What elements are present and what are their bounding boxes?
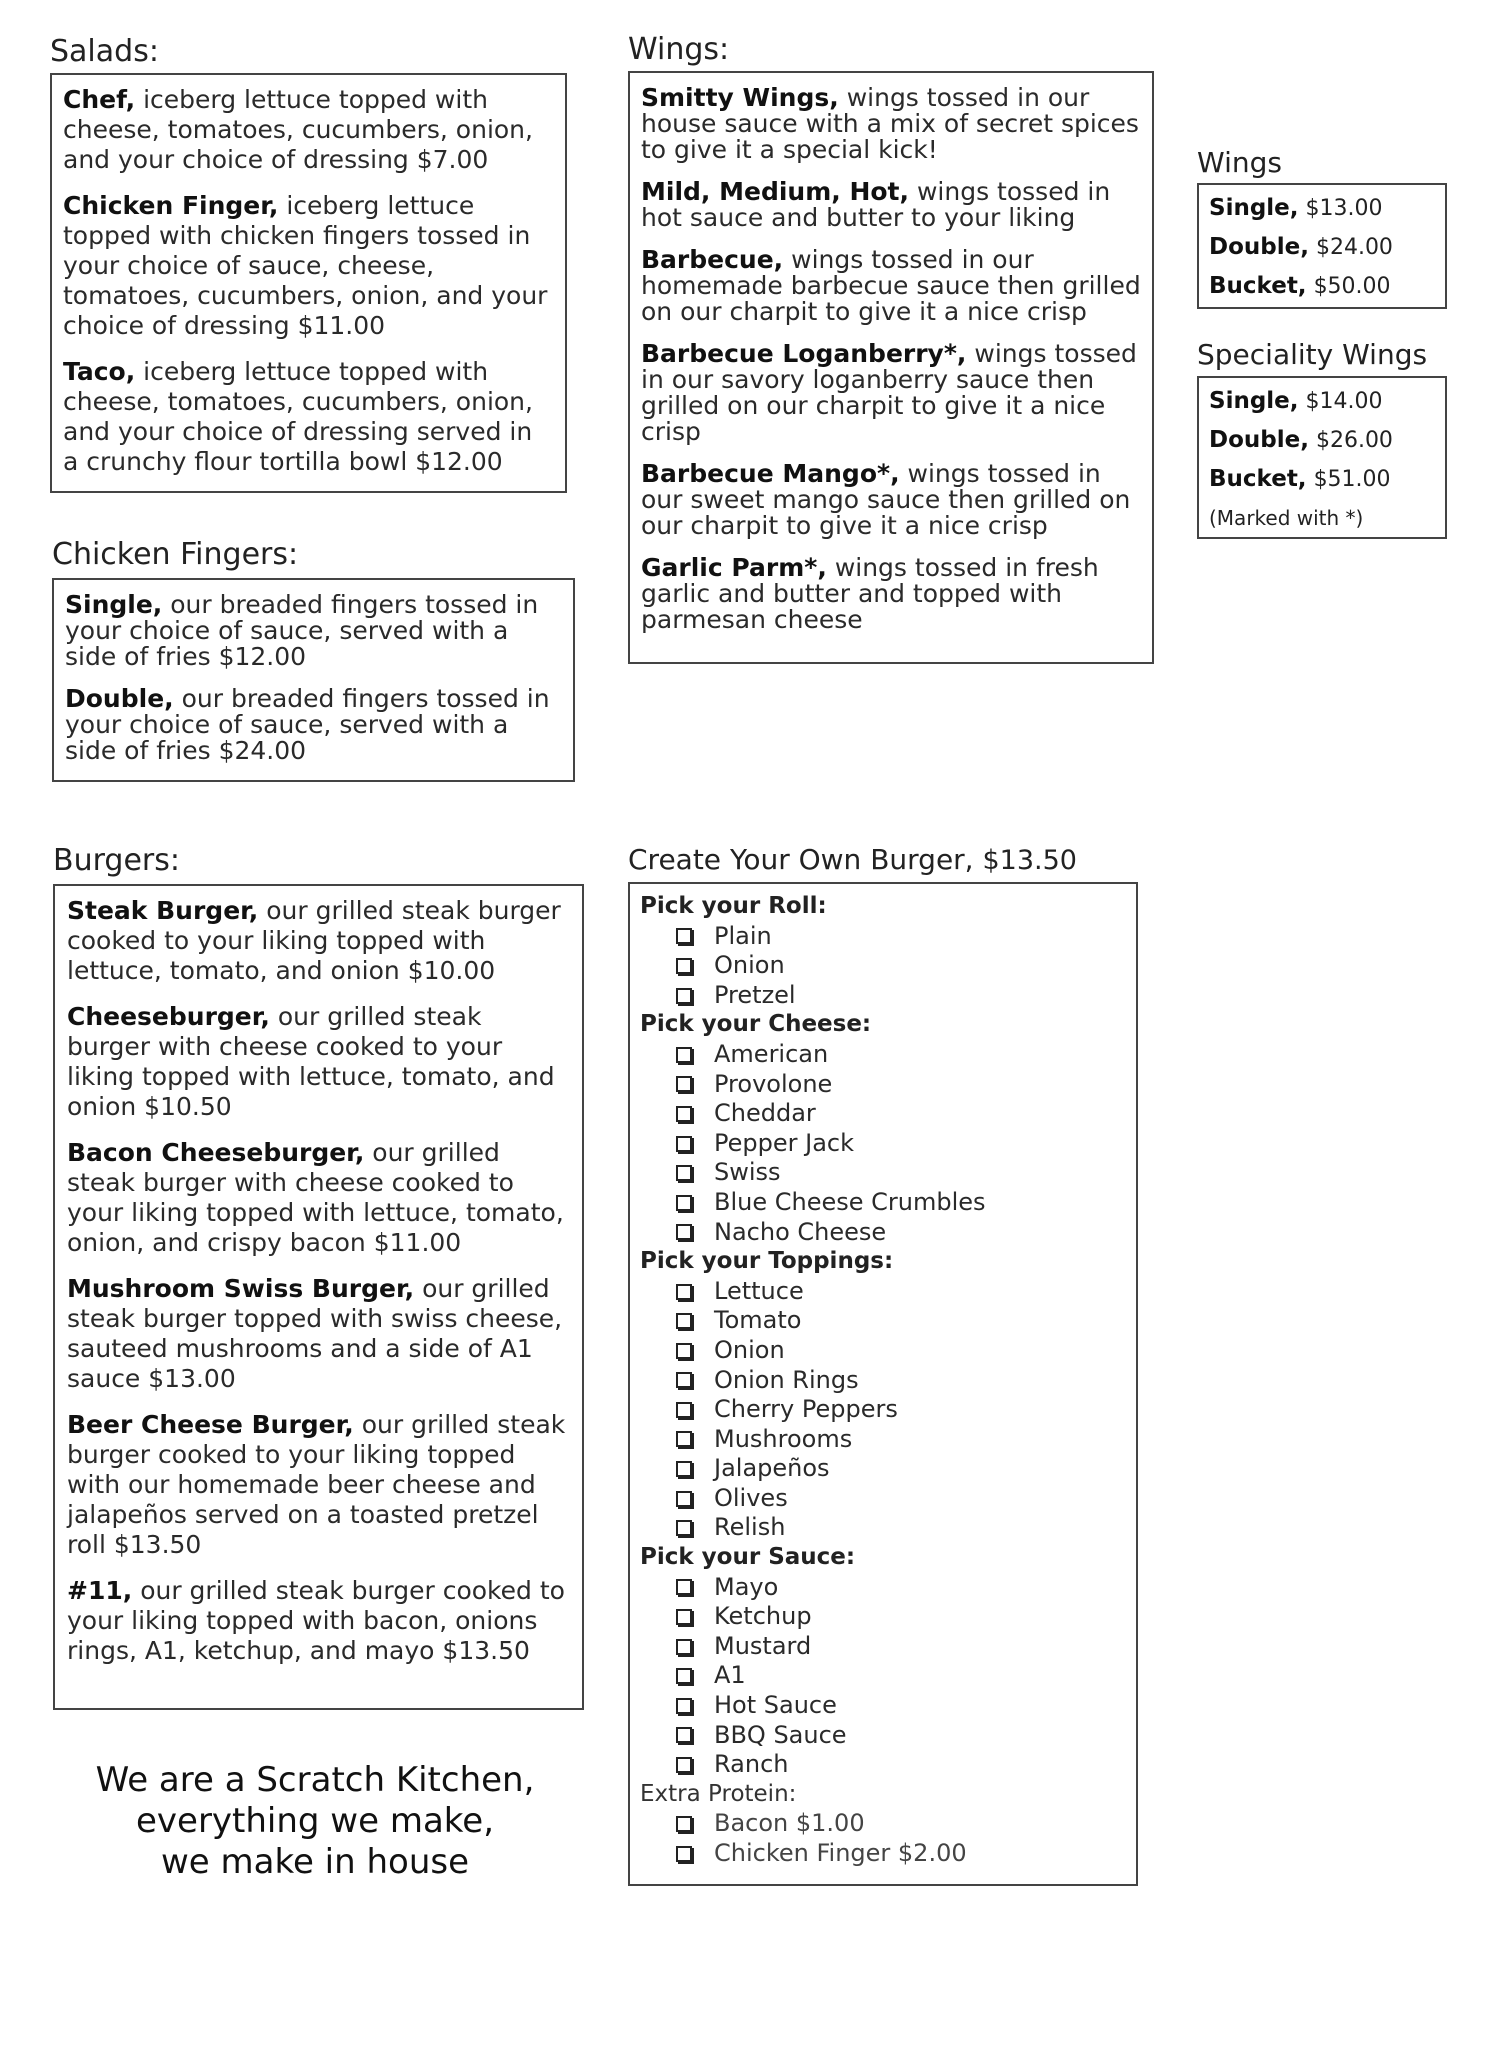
menu-item bbox=[641, 85, 1142, 163]
item-description: our grilled steak burger cooked to your liking topped with lettuce, tomato, and onion $10.00 bbox=[67, 896, 561, 985]
option-item[interactable] bbox=[676, 1661, 1126, 1691]
option-item[interactable] bbox=[676, 1721, 1126, 1751]
option-item[interactable] bbox=[676, 1750, 1126, 1780]
option-item[interactable] bbox=[676, 1188, 1126, 1218]
option-item[interactable] bbox=[676, 1395, 1126, 1425]
group-title: Pick your Roll: bbox=[640, 893, 827, 919]
menu-item bbox=[67, 896, 572, 986]
option-label: Provolone bbox=[714, 1069, 833, 1098]
burgers-box bbox=[53, 884, 584, 1710]
tagline-line: We are a Scratch Kitchen, bbox=[95, 1760, 535, 1800]
salads-box bbox=[50, 73, 567, 493]
option-label: Mayo bbox=[714, 1572, 779, 1601]
price-row bbox=[1209, 271, 1437, 302]
menu-item bbox=[641, 341, 1142, 445]
checkbox-icon[interactable] bbox=[676, 1076, 692, 1092]
item-description: wings tossed in our savory loganberry sauce then grilled on our charpit to give it a nice crisp bbox=[641, 339, 1137, 446]
price-value: $13.00 bbox=[1305, 196, 1383, 221]
option-item[interactable] bbox=[676, 1632, 1126, 1662]
checkbox-icon[interactable] bbox=[676, 1431, 692, 1447]
option-label: BBQ Sauce bbox=[714, 1720, 847, 1749]
chicken-fingers-box bbox=[52, 578, 575, 782]
option-item[interactable] bbox=[676, 1691, 1126, 1721]
create-burger-box bbox=[628, 882, 1138, 1886]
option-item[interactable] bbox=[676, 1218, 1126, 1248]
option-item[interactable] bbox=[676, 1366, 1126, 1396]
price-label: Bucket, bbox=[1209, 273, 1307, 299]
item-name: Garlic Parm*, bbox=[641, 553, 827, 582]
option-group-protein bbox=[640, 1780, 1126, 1869]
burgers-heading: Burgers: bbox=[53, 843, 180, 878]
checkbox-icon[interactable] bbox=[676, 1402, 692, 1418]
scratch-kitchen-tagline bbox=[45, 1760, 585, 1883]
price-label: Single, bbox=[1209, 388, 1299, 414]
checkbox-icon[interactable] bbox=[676, 1165, 692, 1181]
checkbox-icon[interactable] bbox=[676, 1520, 692, 1536]
checkbox-icon[interactable] bbox=[676, 1461, 692, 1477]
salads-heading: Salads: bbox=[50, 34, 159, 69]
option-label: Cheddar bbox=[714, 1099, 816, 1128]
speciality-wings-box bbox=[1197, 376, 1447, 539]
menu-item bbox=[641, 247, 1142, 325]
checkbox-icon[interactable] bbox=[676, 1579, 692, 1595]
option-item[interactable] bbox=[676, 981, 1126, 1011]
checkbox-icon[interactable] bbox=[676, 1343, 692, 1359]
option-label: Pepper Jack bbox=[714, 1128, 854, 1157]
option-item[interactable] bbox=[676, 1573, 1126, 1603]
checkbox-icon[interactable] bbox=[676, 1698, 692, 1714]
option-group-cheese bbox=[640, 1010, 1126, 1247]
option-label: Pretzel bbox=[714, 980, 796, 1009]
wings-prices-heading: Wings bbox=[1197, 146, 1282, 179]
checkbox-icon[interactable] bbox=[676, 1639, 692, 1655]
item-description: our grilled steak burger topped with swiss cheese, sauteed mushrooms and a side of A1 sauce $13.00 bbox=[67, 1274, 563, 1393]
create-burger-heading bbox=[628, 843, 1077, 876]
option-group-roll bbox=[640, 892, 1126, 1010]
menu-item bbox=[67, 1002, 572, 1122]
option-label: Hot Sauce bbox=[714, 1691, 837, 1720]
option-label: Cherry Peppers bbox=[714, 1395, 898, 1424]
menu-item bbox=[641, 461, 1142, 539]
item-name: Single, bbox=[65, 590, 163, 619]
checkbox-icon[interactable] bbox=[676, 1284, 692, 1300]
wings-prices-box bbox=[1197, 183, 1447, 309]
item-description: iceberg lettuce topped with cheese, tomatoes, cucumbers, onion, and your choice of dressing served in a crunchy flour tortilla bowl $12.00 bbox=[63, 357, 533, 476]
item-name: Chicken Finger, bbox=[63, 191, 279, 220]
price-value: $50.00 bbox=[1313, 274, 1391, 299]
item-name: Double, bbox=[65, 684, 174, 713]
option-label: Blue Cheese Crumbles bbox=[714, 1187, 986, 1216]
item-name: Barbecue, bbox=[641, 245, 784, 274]
checkbox-icon[interactable] bbox=[676, 1846, 692, 1862]
checkbox-icon[interactable] bbox=[676, 1047, 692, 1063]
price-label: Double, bbox=[1209, 234, 1309, 260]
option-item[interactable] bbox=[676, 922, 1126, 952]
item-name: Taco, bbox=[63, 357, 136, 386]
option-item[interactable] bbox=[676, 1099, 1126, 1129]
price-row bbox=[1209, 386, 1437, 417]
option-label: Mustard bbox=[714, 1631, 812, 1660]
checkbox-icon[interactable] bbox=[676, 988, 692, 1004]
tagline-line: we make in house bbox=[160, 1842, 470, 1882]
item-name: Beer Cheese Burger, bbox=[67, 1410, 354, 1439]
item-description: wings tossed in our house sauce with a mix of secret spices to give it a special kick! bbox=[641, 83, 1139, 164]
option-label: Relish bbox=[714, 1513, 786, 1542]
checkbox-icon[interactable] bbox=[676, 1609, 692, 1625]
option-label: Tomato bbox=[714, 1306, 802, 1335]
menu-item bbox=[63, 85, 555, 175]
option-group-toppings bbox=[640, 1247, 1126, 1543]
item-description: our breaded fingers tossed in your choice of sauce, served with a side of fries $24.00 bbox=[65, 684, 550, 765]
group-title: Extra Protein: bbox=[640, 1780, 797, 1807]
item-description: iceberg lettuce topped with cheese, tomatoes, cucumbers, onion, and your choice of dressing $7.00 bbox=[63, 85, 533, 174]
speciality-note: (Marked with *) bbox=[1209, 506, 1364, 530]
option-item[interactable] bbox=[676, 1839, 1126, 1869]
menu-item bbox=[67, 1274, 572, 1394]
item-name: Chef, bbox=[63, 85, 136, 114]
item-name: Cheeseburger, bbox=[67, 1002, 270, 1031]
option-item[interactable] bbox=[676, 1277, 1126, 1307]
option-item[interactable] bbox=[676, 1602, 1126, 1632]
option-label: Lettuce bbox=[714, 1276, 804, 1305]
item-description: our grilled steak burger cooked to your liking topped with bacon, onions rings, A1, ketchup, and mayo $13.50 bbox=[67, 1576, 565, 1665]
option-label: A1 bbox=[714, 1661, 746, 1690]
menu-item bbox=[63, 191, 555, 341]
item-description: wings tossed in fresh garlic and butter and topped with parmesan cheese bbox=[641, 553, 1099, 634]
create-burger-title: Create Your Own Burger, bbox=[628, 843, 974, 876]
option-group-sauce bbox=[640, 1543, 1126, 1780]
menu-item bbox=[67, 1138, 572, 1258]
checkbox-icon[interactable] bbox=[676, 1816, 692, 1832]
checkbox-icon[interactable] bbox=[676, 958, 692, 974]
option-item[interactable] bbox=[676, 1129, 1126, 1159]
group-title: Pick your Toppings: bbox=[640, 1248, 894, 1275]
checkbox-icon[interactable] bbox=[676, 1491, 692, 1507]
option-label: Nacho Cheese bbox=[714, 1217, 887, 1246]
item-name: Barbecue Loganberry*, bbox=[641, 339, 967, 368]
menu-item bbox=[63, 357, 555, 477]
item-description: iceberg lettuce topped with chicken fingers tossed in your choice of sauce, cheese, tomatoes, cucumbers, onion, and your choice of dressing $11.00 bbox=[63, 191, 548, 340]
item-description: wings tossed in our sweet mango sauce then grilled on our charpit to give it a nice crisp bbox=[641, 459, 1131, 540]
tagline-line: everything we make, bbox=[135, 1801, 494, 1841]
menu-item bbox=[641, 555, 1142, 633]
checkbox-icon[interactable] bbox=[676, 1195, 692, 1211]
item-name: Steak Burger, bbox=[67, 896, 259, 925]
option-label: Mushrooms bbox=[714, 1424, 853, 1453]
item-description: our grilled steak burger with cheese cooked to your liking topped with lettuce, tomato, onion, and crispy bacon $11.00 bbox=[67, 1138, 564, 1257]
menu-item bbox=[641, 179, 1142, 231]
item-name: Bacon Cheeseburger, bbox=[67, 1138, 365, 1167]
option-label: Onion Rings bbox=[714, 1365, 859, 1394]
checkbox-icon[interactable] bbox=[676, 1136, 692, 1152]
item-description: our grilled steak burger with cheese cooked to your liking topped with lettuce, tomato, and onion $10.50 bbox=[67, 1002, 555, 1121]
wings-heading: Wings: bbox=[628, 32, 730, 67]
checkbox-icon[interactable] bbox=[676, 1372, 692, 1388]
menu-item bbox=[65, 592, 563, 670]
item-name: Mushroom Swiss Burger, bbox=[67, 1274, 415, 1303]
price-row bbox=[1209, 193, 1437, 224]
option-item[interactable] bbox=[676, 1040, 1126, 1070]
checkbox-icon[interactable] bbox=[676, 1313, 692, 1329]
wings-box bbox=[628, 71, 1154, 664]
group-title: Pick your Cheese: bbox=[640, 1011, 872, 1038]
option-label: Plain bbox=[714, 921, 772, 950]
price-label: Double, bbox=[1209, 427, 1309, 453]
option-label: Ranch bbox=[714, 1750, 789, 1779]
checkbox-icon[interactable] bbox=[676, 1106, 692, 1122]
price-row bbox=[1209, 425, 1437, 456]
option-item[interactable] bbox=[676, 1809, 1126, 1839]
item-description: wings tossed in our homemade barbecue sauce then grilled on our charpit to give it a nice crisp bbox=[641, 245, 1141, 326]
option-item[interactable] bbox=[676, 1425, 1126, 1455]
option-item[interactable] bbox=[676, 1158, 1126, 1188]
option-item[interactable] bbox=[676, 1070, 1126, 1100]
speciality-wings-heading: Speciality Wings bbox=[1197, 338, 1428, 371]
price-label: Single, bbox=[1209, 195, 1299, 221]
item-description: our grilled steak burger cooked to your liking topped with our homemade beer cheese and jalapeños served on a toasted pretzel roll $13.50 bbox=[67, 1410, 566, 1559]
option-label: Onion bbox=[714, 951, 785, 980]
item-description: our breaded fingers tossed in your choice of sauce, served with a side of fries $12.00 bbox=[65, 590, 539, 671]
option-label: Bacon $1.00 bbox=[714, 1809, 865, 1838]
item-name: #11, bbox=[67, 1576, 133, 1605]
price-value: $14.00 bbox=[1305, 389, 1383, 414]
item-name: Barbecue Mango*, bbox=[641, 459, 900, 488]
chicken-fingers-heading: Chicken Fingers: bbox=[52, 537, 299, 572]
price-value: $26.00 bbox=[1315, 428, 1393, 453]
group-title: Pick your Sauce: bbox=[640, 1544, 856, 1571]
option-item[interactable] bbox=[676, 1513, 1126, 1543]
checkbox-icon[interactable] bbox=[676, 1668, 692, 1684]
checkbox-icon[interactable] bbox=[676, 1224, 692, 1240]
option-item[interactable] bbox=[676, 1454, 1126, 1484]
option-item[interactable] bbox=[676, 1484, 1126, 1514]
menu-item bbox=[65, 686, 563, 764]
option-item[interactable] bbox=[676, 1336, 1126, 1366]
price-row bbox=[1209, 232, 1437, 263]
checkbox-icon[interactable] bbox=[676, 928, 692, 944]
checkbox-icon[interactable] bbox=[676, 1757, 692, 1773]
option-item[interactable] bbox=[676, 951, 1126, 981]
item-description: wings tossed in hot sauce and butter to your liking bbox=[641, 177, 1111, 232]
option-label: Olives bbox=[714, 1483, 788, 1512]
option-label: Swiss bbox=[714, 1158, 781, 1187]
option-label: Chicken Finger $2.00 bbox=[714, 1839, 967, 1867]
price-value: $51.00 bbox=[1313, 467, 1391, 492]
price-row bbox=[1209, 464, 1437, 495]
option-label: American bbox=[714, 1039, 829, 1068]
menu-item bbox=[67, 1576, 572, 1666]
item-name: Smitty Wings, bbox=[641, 83, 839, 112]
option-item[interactable] bbox=[676, 1306, 1126, 1336]
create-burger-price: $13.50 bbox=[982, 845, 1077, 876]
option-label: Onion bbox=[714, 1335, 785, 1364]
menu-item bbox=[67, 1410, 572, 1560]
checkbox-icon[interactable] bbox=[676, 1727, 692, 1743]
option-label: Jalapeños bbox=[714, 1454, 830, 1483]
price-label: Bucket, bbox=[1209, 466, 1307, 492]
option-label: Ketchup bbox=[714, 1602, 812, 1631]
item-name: Mild, Medium, Hot, bbox=[641, 177, 910, 206]
price-value: $24.00 bbox=[1315, 235, 1393, 260]
